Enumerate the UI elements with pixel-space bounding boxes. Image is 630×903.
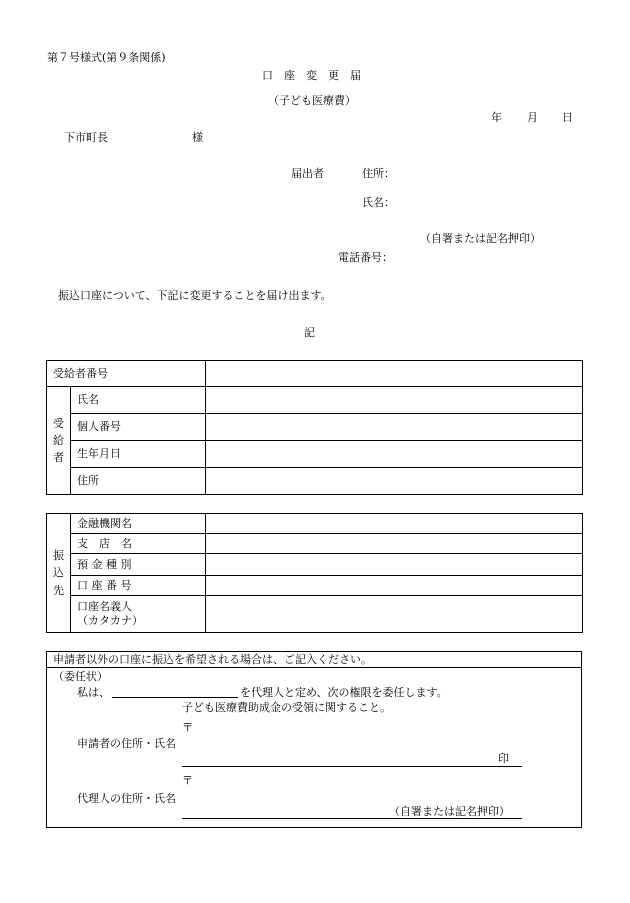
page-subtitle: （子ども医療費） (268, 94, 356, 107)
delegation-header: 申請者以外の口座に振込を希望される場合は、ご記入ください。 (53, 653, 372, 666)
recipient-birthdate-field[interactable] (206, 441, 583, 468)
date-year: 年 (491, 111, 502, 124)
branch-field[interactable] (206, 534, 583, 554)
applicant-label: 届出者 (291, 167, 324, 180)
date-day: 日 (562, 111, 573, 124)
applicant-address-line[interactable] (182, 766, 522, 767)
recipient-id-field[interactable] (206, 414, 583, 441)
table-row (47, 468, 583, 495)
recipient-address-field[interactable] (206, 468, 583, 495)
date-month: 月 (527, 111, 538, 124)
transfer-table (46, 513, 583, 633)
applicant-name-label: 氏名： (362, 196, 395, 209)
applicant-address-name-label: 申請者の住所・氏名 (77, 737, 176, 750)
delegation-header-divider (46, 667, 582, 668)
addressee-honorific: 様 (192, 131, 203, 144)
deposit-type-label: 預 金 種 別 (71, 554, 206, 576)
transfer-side-label: 振込先 (47, 514, 71, 633)
phone-label: 電話番号： (338, 251, 393, 264)
recipient-table (46, 360, 583, 495)
account-holder-label-line2: （カタカナ） (77, 614, 143, 627)
recipient-name-field[interactable] (206, 387, 583, 414)
delegation-line2: 子ども医療費助成金の受領に関すること。 (182, 701, 391, 714)
recipient-side-label: 受給者 (47, 387, 71, 495)
signature-note: （自署または記名押印） (420, 232, 541, 245)
delegation-heading: （委任状） (53, 670, 108, 683)
branch-label: 支 店 名 (71, 534, 206, 554)
page-title: 口 座 変 更 届 (262, 69, 361, 82)
bank-name-field[interactable] (206, 514, 583, 534)
table-row (47, 414, 583, 441)
delegation-line1-suffix: を代理人と定め、次の権限を委任します。 (240, 686, 448, 699)
ki-heading: 記 (304, 326, 315, 339)
recipient-birthdate-label: 生年月日 (71, 441, 206, 468)
form-number: 第７号様式(第９条関係) (47, 51, 166, 64)
delegation-line1-prefix: 私は、 (77, 686, 110, 699)
table-row (47, 576, 583, 596)
recipient-name-label: 氏名 (71, 387, 206, 414)
account-holder-label (71, 596, 206, 633)
recipient-address-label: 住所 (71, 468, 206, 495)
recipient-number-label: 受給者番号 (47, 361, 206, 387)
agent-name-underline[interactable] (112, 697, 238, 698)
applicant-address-label: 住所： (362, 167, 395, 180)
table-row (47, 441, 583, 468)
recipient-number-field[interactable] (206, 361, 583, 387)
table-row (47, 534, 583, 554)
account-holder-field[interactable] (206, 596, 583, 633)
recipient-id-label: 個人番号 (71, 414, 206, 441)
seal-mark: 印 (498, 752, 509, 765)
agent-signature-note: （自署または記名押印） (389, 805, 510, 818)
table-row (47, 361, 583, 387)
statement-text: 振込口座について、下記に変更することを届け出ます。 (58, 289, 332, 302)
table-row (47, 514, 583, 534)
agent-address-line[interactable] (182, 818, 522, 819)
addressee-name: 下市町長 (64, 131, 108, 144)
table-row (47, 387, 583, 414)
agent-address-name-label: 代理人の住所・氏名 (77, 792, 176, 805)
account-number-field[interactable] (206, 576, 583, 596)
table-row (47, 596, 583, 633)
bank-name-label: 金融機関名 (71, 514, 206, 534)
agent-postal-mark: 〒 (182, 774, 193, 787)
account-number-label: 口 座 番 号 (71, 576, 206, 596)
deposit-type-field[interactable] (206, 554, 583, 576)
table-row (47, 554, 583, 576)
account-holder-label-line1: 口座名義人 (77, 600, 132, 614)
applicant-postal-mark: 〒 (182, 721, 193, 734)
